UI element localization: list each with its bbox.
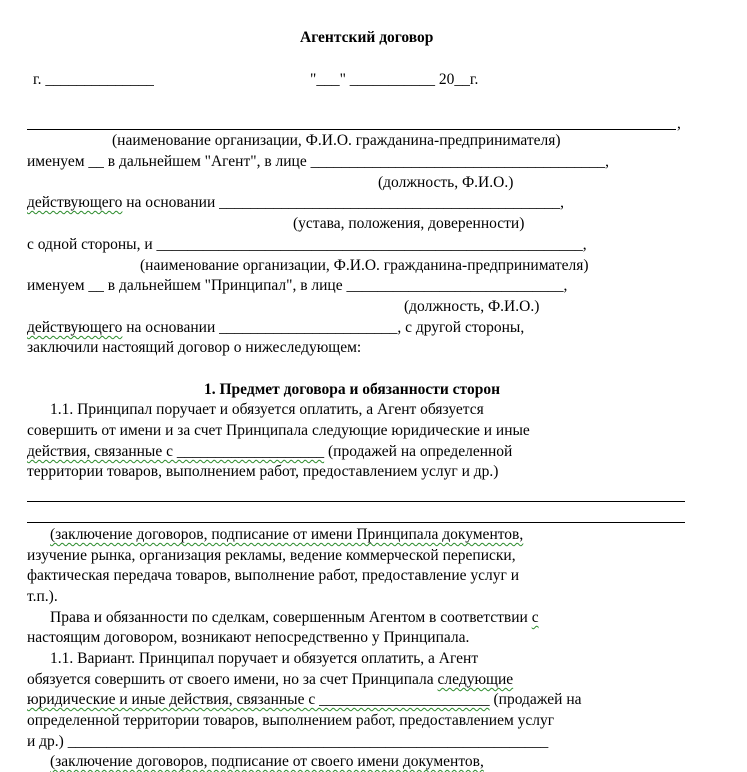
party2-intro: с одной стороны, и _______________________________________________________, — [27, 236, 587, 253]
party2-acting — [27, 318, 524, 338]
party1-caption-basis: (устава, положения, доверенности) — [293, 215, 525, 232]
variant-line2-tail: следующие — [437, 671, 514, 688]
clause-1-1-line3-rest: (продажей на определенной — [324, 443, 513, 460]
party1-comma: , — [677, 115, 681, 132]
date-field: "___" ___________ 20__г. — [310, 71, 479, 88]
section1-heading: 1. Предмет договора и обязанности сторон — [204, 381, 501, 398]
party1-acting-word: действующего — [27, 194, 123, 211]
party1-caption-position: (должность, Ф.И.О.) — [378, 174, 514, 191]
party1-caption-org: (наименование организации, Ф.И.О. гражданина-предпринимателя) — [112, 132, 561, 149]
party2-acting-word: действующего — [27, 319, 123, 336]
party2-caption-org: (наименование организации, Ф.И.О. гражданина-предпринимателя) — [140, 257, 589, 274]
party2-caption-position: (должность, Ф.И.О.) — [404, 298, 540, 315]
clause-1-1-line5-text: (заключение договоров, подписание от имени Принципала документов, — [50, 526, 524, 543]
clause-1-1-line6: изучение рынка, организация рекламы, ведение коммерческой переписки, — [27, 547, 516, 564]
clause-1-1-line1: 1.1. Принципал поручает и обязуется оплатить, а Агент обязуется — [50, 401, 484, 418]
variant-line4: определенной территории товаров, выполнением работ, предоставлением услуг — [27, 712, 555, 729]
variant-line1: 1.1. Вариант. Принципал поручает и обязуется оплатить, а Агент — [50, 650, 479, 667]
rights-line1-tail: с — [531, 609, 539, 626]
clause-1-1-line5 — [50, 525, 523, 545]
document-title: Агентский договор — [300, 29, 434, 46]
clause-1-1-line7: фактическая передача товаров, выполнение работ, предоставление услуг и — [27, 567, 520, 584]
variant-line3-rest: (продажей на — [489, 691, 582, 708]
party2-named: именуем __ в дальнейшем "Принципал", в лице ____________________________, — [27, 277, 568, 294]
party1-acting-rest: на основании ____________________________________________, — [122, 194, 564, 211]
party1-acting — [27, 193, 564, 213]
clause-1-1-line3-actions: действия, связанные с ___________________ — [27, 443, 325, 460]
rights-line1-text: Права и обязанности по сделкам, совершенным Агентом в соответствии — [50, 609, 532, 626]
clause-1-1-line2: совершить от имени и за счет Принципала следующие юридические и иные — [27, 422, 530, 439]
clause-1-1-blank-line2 — [27, 522, 685, 523]
clause-1-1-line3 — [27, 442, 512, 462]
party1-named: именуем __ в дальнейшем "Агент", в лице ______________________________________, — [27, 153, 609, 170]
city-field: г. ______________ — [33, 71, 154, 88]
variant-line5: и др.) ______________________________________________________________ — [27, 733, 549, 750]
clause-1-1-line8: т.п.). — [27, 588, 58, 605]
variant-line2-text: обязуется совершить от своего имени, но за счет Принципала — [27, 671, 438, 688]
variant-line6-text: (заключение договоров, подписание от своего имени документов, — [50, 753, 484, 770]
variant-line6 — [50, 752, 484, 772]
clause-1-1-blank-line1 — [27, 501, 685, 502]
rights-line1 — [50, 608, 539, 628]
party2-concluded: заключили настоящий договор о нижеследующем: — [27, 339, 362, 356]
variant-line3-actions: юридические и иные действия, связанные с ______________________ — [27, 691, 490, 708]
party1-name-line — [27, 129, 676, 130]
variant-line2 — [27, 670, 513, 690]
rights-line2: настоящим договором, возникают непосредственно у Принципала. — [27, 629, 470, 646]
party2-acting-rest: на основании _______________________, с другой стороны, — [122, 319, 525, 336]
variant-line3 — [27, 690, 582, 710]
clause-1-1-line4: территории товаров, выполнением работ, предоставлением услуг и др.) — [27, 463, 499, 480]
